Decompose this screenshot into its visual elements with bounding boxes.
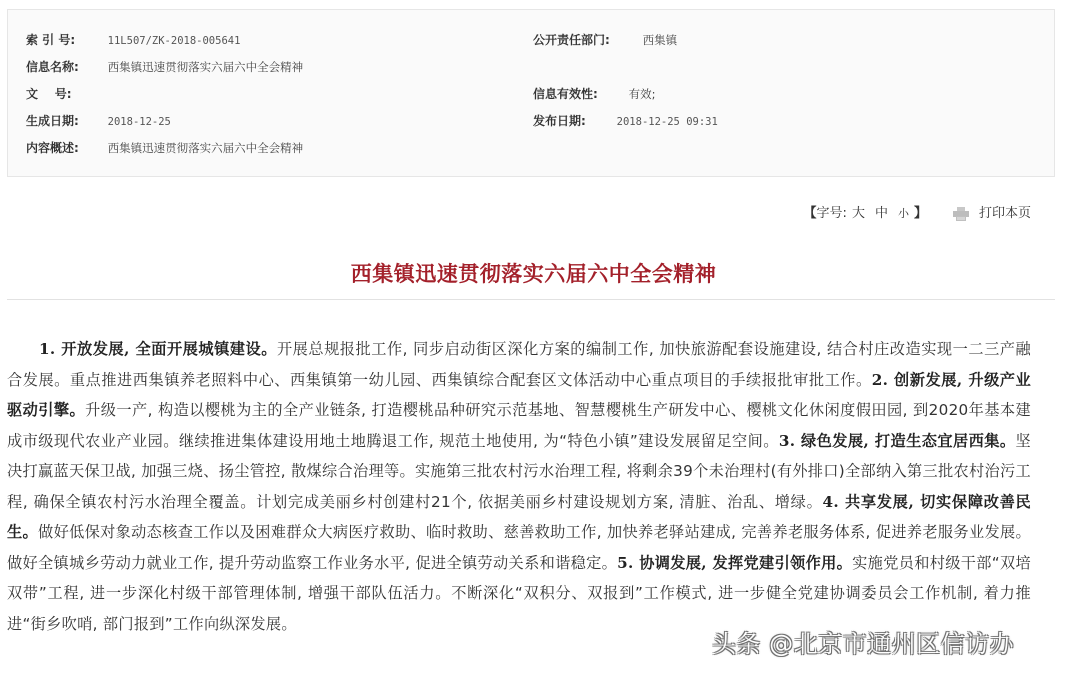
section-heading-5: 5. 协调发展, 发挥党建引领作用。 xyxy=(617,553,853,572)
responsible-dept-label: 公开责任部门: xyxy=(533,33,610,47)
created-date-label: 生成日期: xyxy=(26,114,79,128)
responsible-dept-row xyxy=(533,30,677,50)
info-name-value: 西集镇迅速贯彻落实六届六中全会精神 xyxy=(107,60,304,74)
summary-label: 内容概述: xyxy=(26,141,79,155)
watermark: 头条 @北京市通州区信访办 xyxy=(712,630,1015,658)
summary-row xyxy=(26,138,303,158)
summary-value: 西集镇迅速贯彻落实六届六中全会精神 xyxy=(107,141,304,155)
article-title: 西集镇迅速贯彻落实六届六中全会精神 xyxy=(350,261,717,286)
page-toolbar xyxy=(804,203,1031,225)
index-number-value: 11L507/ZK-2018-005641 xyxy=(107,35,241,47)
info-name-label: 信息名称: xyxy=(26,60,79,74)
section-text-2: 升级一产, 构造以樱桃为主的全产业链条, 打造樱桃品种研究示范基地、智慧樱桃生产研发中心、樱桃文化休闲度假田园, 到2020年基本建成市级现代农业产业园。继续推进集体建设用地土地腾退工作, 规范土地使用, 为“特色小镇”建设发展留足空间。 xyxy=(7,401,1032,450)
printer-icon xyxy=(953,207,969,221)
created-date-row xyxy=(26,111,171,131)
section-text-3: 坚决打赢蓝天保卫战, 加强三烧、扬尘管控, 散煤综合治理等。实施第三批农村污水治理工程, 将剩余39个未治理村(有外排口)全部纳入第三批农村治污工程, 确保全镇农村污水治理全覆盖。计划完成美丽乡村创建村21个, 依据美丽乡村建设规划方案, 清脏、治乱、增绿。 xyxy=(7,431,1031,511)
article-body xyxy=(7,334,1031,639)
document-number-label: 文 号: xyxy=(26,87,72,101)
section-heading-1: 1. 开放发展, 全面开展城镇建设。 xyxy=(39,340,277,358)
section-text-1: 开展总规报批工作, 同步启动街区深化方案的编制工作, 加快旅游配套设施建设, 结合村庄改造实现一二三产融合发展。重点推进西集镇养老照料中心、西集镇第一幼儿园、西集镇综合配套区文体活动中心重点项目的手续报批审批工作。 xyxy=(7,340,1031,389)
document-number-row xyxy=(26,84,108,104)
published-date-row xyxy=(533,111,718,131)
print-page-label: 打印本页 xyxy=(978,206,1031,221)
font-size-medium-link[interactable]: 中 xyxy=(874,206,888,221)
print-page-button[interactable] xyxy=(953,203,1031,225)
responsible-dept-value: 西集镇 xyxy=(642,33,678,47)
title-divider xyxy=(7,299,1055,300)
bracket-close: 】 xyxy=(913,206,927,221)
section-heading-3: 3. 绿色发展, 打造生态宜居西集。 xyxy=(778,431,1016,450)
font-size-small-link[interactable]: 小 xyxy=(897,207,909,220)
font-size-large-link[interactable]: 大 xyxy=(851,206,865,221)
created-date-value: 2018-12-25 xyxy=(107,116,171,128)
section-text-4: 做好低保对象动态核查工作以及困难群众大病医疗救助、临时救助、慈善救助工作, 加快养老驿站建成, 完善养老服务体系, 促进养老服务业发展。做好全镇城乡劳动力就业工作, 提升劳动监察工作业务水平, 促进全镇劳动关系和谐稳定。 xyxy=(7,523,1031,572)
validity-label: 信息有效性: xyxy=(533,87,598,101)
section-heading-4: 4. 共享发展, 切实保障改善民生。 xyxy=(7,492,1031,541)
font-size-label: 字号: xyxy=(816,206,847,221)
published-date-label: 发布日期: xyxy=(533,114,586,128)
info-name-row xyxy=(26,57,303,77)
published-date-value: 2018-12-25 09:31 xyxy=(616,116,718,128)
metadata-panel xyxy=(7,9,1055,177)
index-number-row xyxy=(26,30,240,50)
validity-row xyxy=(533,84,656,104)
section-text-5: 实施党员和村级干部“双培双带”工程, 进一步深化村级干部管理体制, 增强干部队伍活力。不断深化“双积分、双报到”工作模式, 进一步健全党建协调委员会工作机制, 着力推进“街乡吹哨, 部门报到”工作向纵深发展。 xyxy=(7,553,1031,633)
index-number-label: 索 引 号: xyxy=(26,33,76,47)
bracket-open: 【 xyxy=(803,206,817,221)
section-heading-2: 2. 创新发展, 升级产业驱动引擎。 xyxy=(7,370,1032,419)
validity-value: 有效; xyxy=(628,87,656,101)
